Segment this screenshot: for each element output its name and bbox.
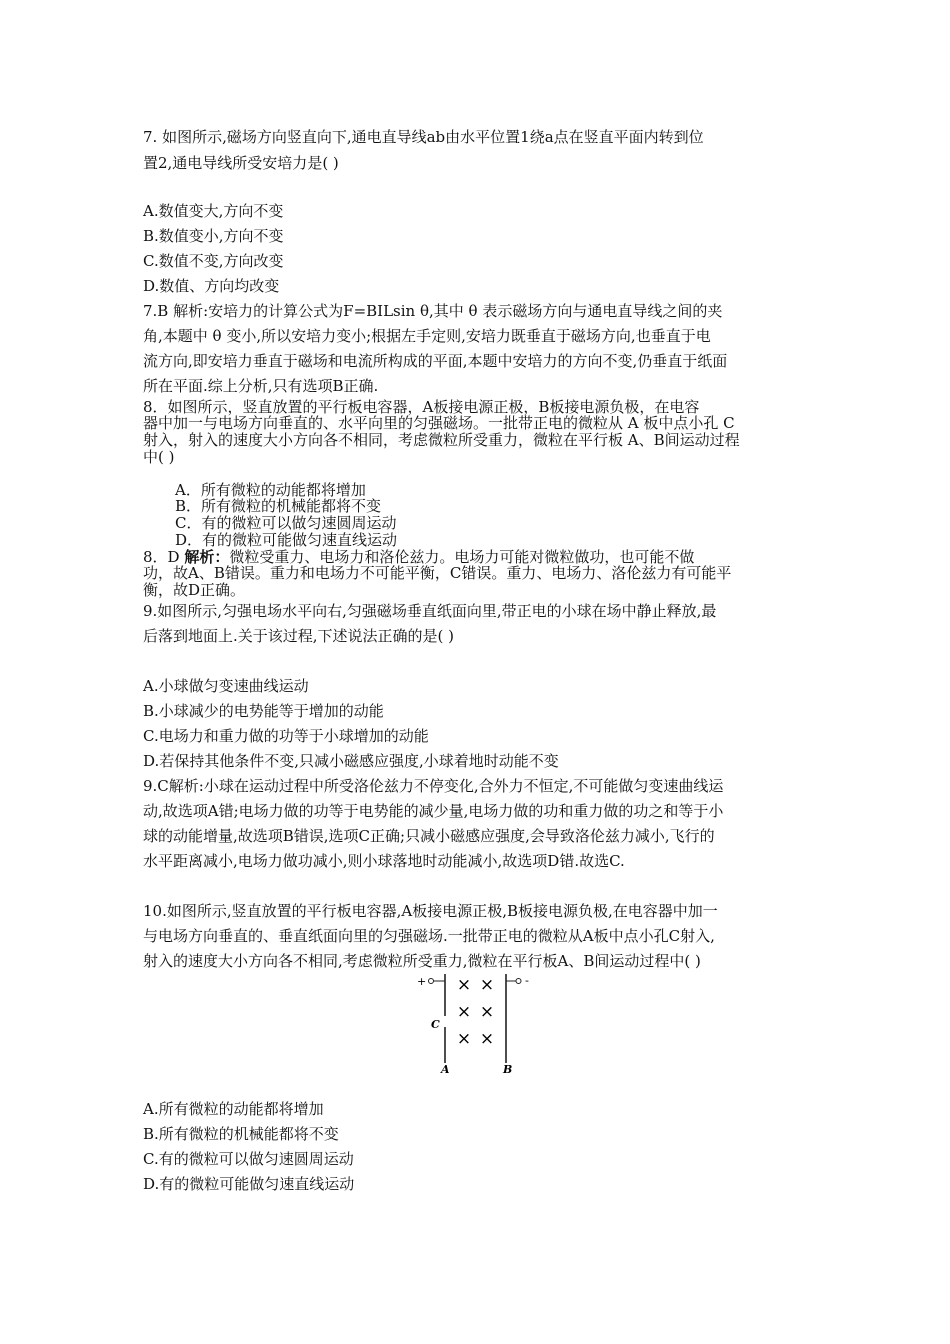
cross-mark: ×: [479, 975, 495, 995]
q9-answer-line-1: 9.C解析:小球在运动过程中所受洛伦兹力不停变化,合外力不恒定,不可能做匀变速曲线运: [143, 777, 724, 795]
plus-sign: +: [417, 975, 427, 988]
q7-option-b: B.数值变小,方向不变: [143, 227, 284, 245]
q9-option-c: C.电场力和重力做的功等于小球增加的动能: [143, 727, 429, 745]
q8-stem-line-2: 器中加一与电场方向垂直的、水平向里的匀强磁场。一批带正电的微粒从 A 板中点小孔 C: [143, 414, 735, 432]
q7-answer-line-3: 流方向,即安培力垂直于磁场和电流所构成的平面,本题中安培力的方向不变,仍垂直于纸面: [143, 352, 728, 370]
q7-option-a: A.数值变大,方向不变: [143, 202, 284, 220]
q8-answer-line-3: 衡，故D正确。: [143, 581, 246, 599]
q8-answer-label: 解析：: [184, 548, 230, 566]
q9-option-d: D.若保持其他条件不变,只减小磁感应强度,小球着地时动能不变: [143, 752, 559, 770]
cross-mark: ×: [456, 1029, 472, 1049]
q9-answer-line-3: 球的动能增量,故选项B错误,选项C正确;只减小磁感应强度,会导致洛伦兹力减小,飞行的: [143, 827, 715, 845]
q8-option-d: D．有的微粒可能做匀速直线运动: [175, 531, 398, 549]
q10-option-b: B.所有微粒的机械能都将不变: [143, 1125, 339, 1143]
q8-answer-line-2: 功，故A、B错误。重力和电场力不可能平衡，C错误。重力、电场力、洛伦兹力有可能平: [143, 564, 732, 582]
q7-option-d: D.数值、方向均改变: [143, 277, 280, 295]
label-c: C: [431, 1018, 440, 1031]
cross-mark: ×: [456, 1002, 472, 1022]
q8-option-b: B．所有微粒的机械能都将不变: [175, 497, 382, 515]
minus-sign: -: [525, 974, 529, 987]
q7-answer-line-4: 所在平面.综上分析,只有选项B正确.: [143, 377, 379, 395]
q7-answer-line-1: 7.B 解析:安培力的计算公式为F=BILsin θ,其中 θ 表示磁场方向与通电直导线之间的夹: [143, 302, 723, 320]
capacitor-figure: [415, 970, 535, 1075]
q9-stem-line-2: 后落到地面上.关于该过程,下述说法正确的是( ): [143, 627, 455, 645]
q10-stem-line-2: 与电场方向垂直的、垂直纸面向里的匀强磁场.一批带正电的微粒从A板中点小孔C射入,: [143, 927, 715, 945]
q7-stem-line-2: 置2,通电导线所受安培力是( ): [143, 154, 339, 172]
capacitor-diagram: [415, 970, 535, 1075]
terminal-b: [516, 979, 521, 984]
q9-answer-line-2: 动,故选项A错;电场力做的功等于电势能的减少量,电场力做的功和重力做的功之和等于小: [143, 802, 724, 820]
cross-mark: ×: [479, 1002, 495, 1022]
cross-mark: ×: [456, 975, 472, 995]
label-a: A: [441, 1063, 450, 1075]
terminal-a: [429, 979, 434, 984]
q7-answer-line-2: 角,本题中 θ 变小,所以安培力变小;根据左手定则,安培力既垂直于磁场方向,也垂直于电: [143, 327, 711, 345]
q9-answer-line-4: 水平距离减小,电场力做功减小,则小球落地时动能减小,故选项D错.故选C.: [143, 852, 625, 870]
q10-stem-line-1: 10.如图所示,竖直放置的平行板电容器,A板接电源正极,B板接电源负极,在电容器中加一: [143, 902, 718, 920]
cross-mark: ×: [479, 1029, 495, 1049]
q10-option-a: A.所有微粒的动能都将增加: [143, 1100, 324, 1118]
q7-stem-line-1: 7. 如图所示,磁场方向竖直向下,通电直导线ab由水平位置1绕a点在竖直平面内转到位: [143, 128, 704, 146]
q8-stem-line-4: 中( ): [143, 448, 175, 466]
q8-answer-line-1: [143, 549, 694, 565]
q9-option-a: A.小球做匀变速曲线运动: [143, 677, 309, 695]
q10-option-c: C.有的微粒可以做匀速圆周运动: [143, 1150, 354, 1168]
q8-stem-line-1: 8．如图所示，竖直放置的平行板电容器，A板接电源正极，B板接电源负极，在电容: [143, 398, 700, 416]
q7-option-c: C.数值不变,方向改变: [143, 252, 284, 270]
q10-stem-line-3: 射入的速度大小方向各不相同,考虑微粒所受重力,微粒在平行板A、B间运动过程中( ): [143, 952, 701, 970]
q9-option-b: B.小球减少的电势能等于增加的动能: [143, 702, 384, 720]
q8-answer-line-1-rest: 微粒受重力、电场力和洛伦兹力。电场力可能对微粒做功，也可能不做: [229, 548, 695, 566]
q9-stem-line-1: 9.如图所示,匀强电场水平向右,匀强磁场垂直纸面向里,带正电的小球在场中静止释放,最: [143, 602, 717, 620]
q8-option-c: C．有的微粒可以做匀速圆周运动: [175, 514, 397, 532]
label-b: B: [503, 1063, 513, 1075]
q8-option-a: A．所有微粒的动能都将增加: [175, 481, 366, 499]
q8-stem-line-3: 射入，射入的速度大小方向各不相同，考虑微粒所受重力，微粒在平行板 A、B间运动过程: [143, 431, 740, 449]
q10-option-d: D.有的微粒可能做匀速直线运动: [143, 1175, 355, 1193]
q8-answer-prefix: 8．D: [143, 548, 185, 566]
